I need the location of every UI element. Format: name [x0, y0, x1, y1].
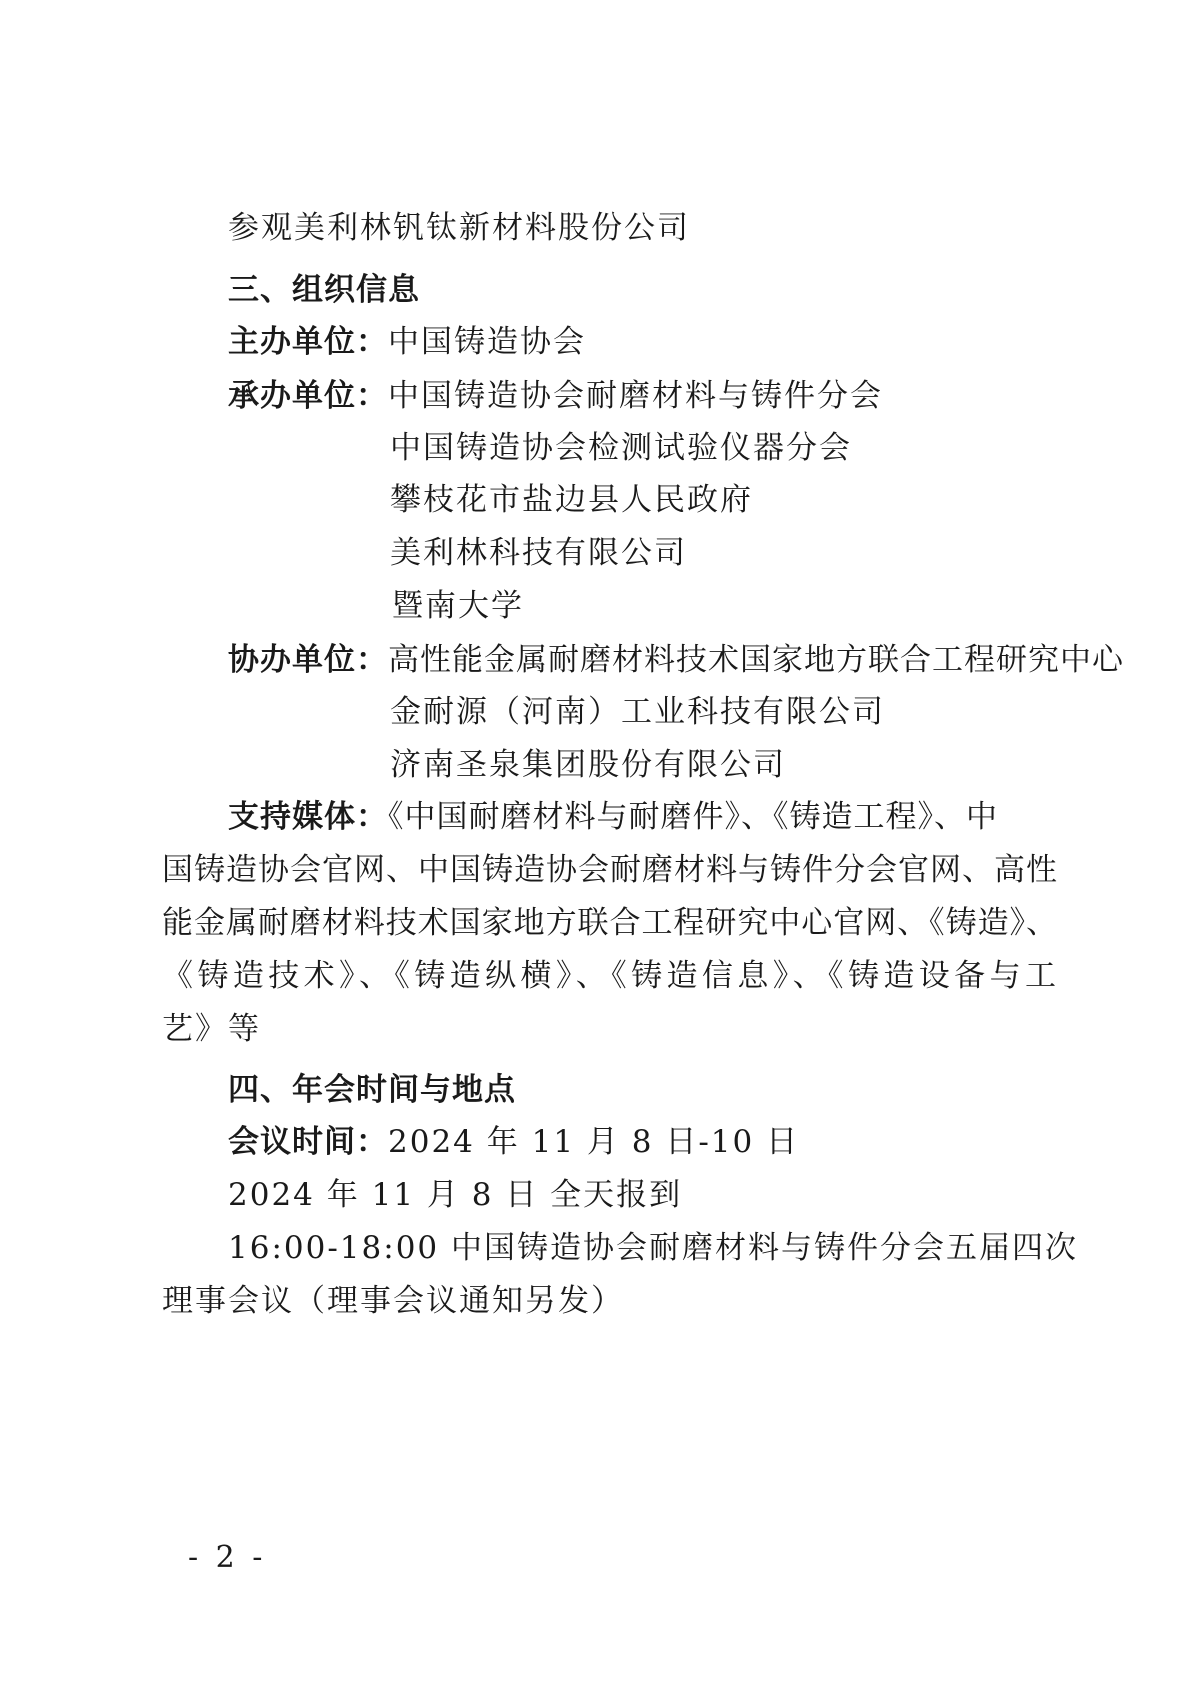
schedule-line: 理事会议（理事会议通知另发）	[162, 1283, 624, 1319]
meeting-time-label: 会议时间：	[228, 1124, 388, 1160]
media-text-line: 能金属耐磨材料技术国家地方联合工程研究中心官网、《铸造》、	[162, 905, 1057, 941]
host-label: 主办单位：	[228, 324, 388, 360]
schedule-line: 16:00-18:00 中国铸造协会耐磨材料与铸件分会五届四次	[228, 1230, 1079, 1266]
organizer-item: 美利林科技有限公司	[390, 535, 687, 571]
media-text-line: 国铸造协会官网、中国铸造协会耐磨材料与铸件分会官网、高性	[162, 852, 1058, 888]
co-organizer-item: 金耐源（河南）工业科技有限公司	[390, 694, 885, 730]
organizers-row	[228, 376, 883, 416]
section3-heading: 三、组织信息	[228, 272, 420, 308]
visit-line: 参观美利林钒钛新材料股份公司	[228, 210, 690, 246]
organizer-item: 攀枝花市盐边县人民政府	[390, 482, 753, 518]
media-text-line: 《铸造技术》、《铸造纵横》、《铸造信息》、《铸造设备与工	[162, 958, 1057, 994]
page-number: - 2 -	[188, 1540, 267, 1575]
co-organizer-item: 济南圣泉集团股份有限公司	[390, 747, 786, 783]
organizer-item: 中国铸造协会检测试验仪器分会	[390, 430, 852, 466]
section4-heading: 四、年会时间与地点	[228, 1072, 516, 1108]
media-label: 支持媒体：	[228, 799, 388, 835]
organizer-item: 暨南大学	[392, 588, 524, 624]
organizer-item: 中国铸造协会耐磨材料与铸件分会	[388, 378, 883, 414]
media-row	[228, 797, 998, 837]
co-organizers-label: 协办单位：	[228, 642, 388, 678]
co-organizer-item: 高性能金属耐磨材料技术国家地方联合工程研究中心	[388, 642, 1124, 678]
media-text-line: 艺》等	[162, 1011, 261, 1047]
schedule-line: 2024 年 11 月 8 日 全天报到	[228, 1177, 683, 1213]
host-row	[228, 322, 586, 362]
co-organizers-row	[228, 640, 1124, 680]
media-text-line: 《中国耐磨材料与耐磨件》、《铸造工程》、中	[388, 799, 998, 835]
organizers-label: 承办单位：	[228, 378, 388, 414]
meeting-time-row	[228, 1122, 799, 1162]
host-value: 中国铸造协会	[388, 324, 586, 360]
meeting-time-value: 2024 年 11 月 8 日-10 日	[388, 1124, 800, 1160]
